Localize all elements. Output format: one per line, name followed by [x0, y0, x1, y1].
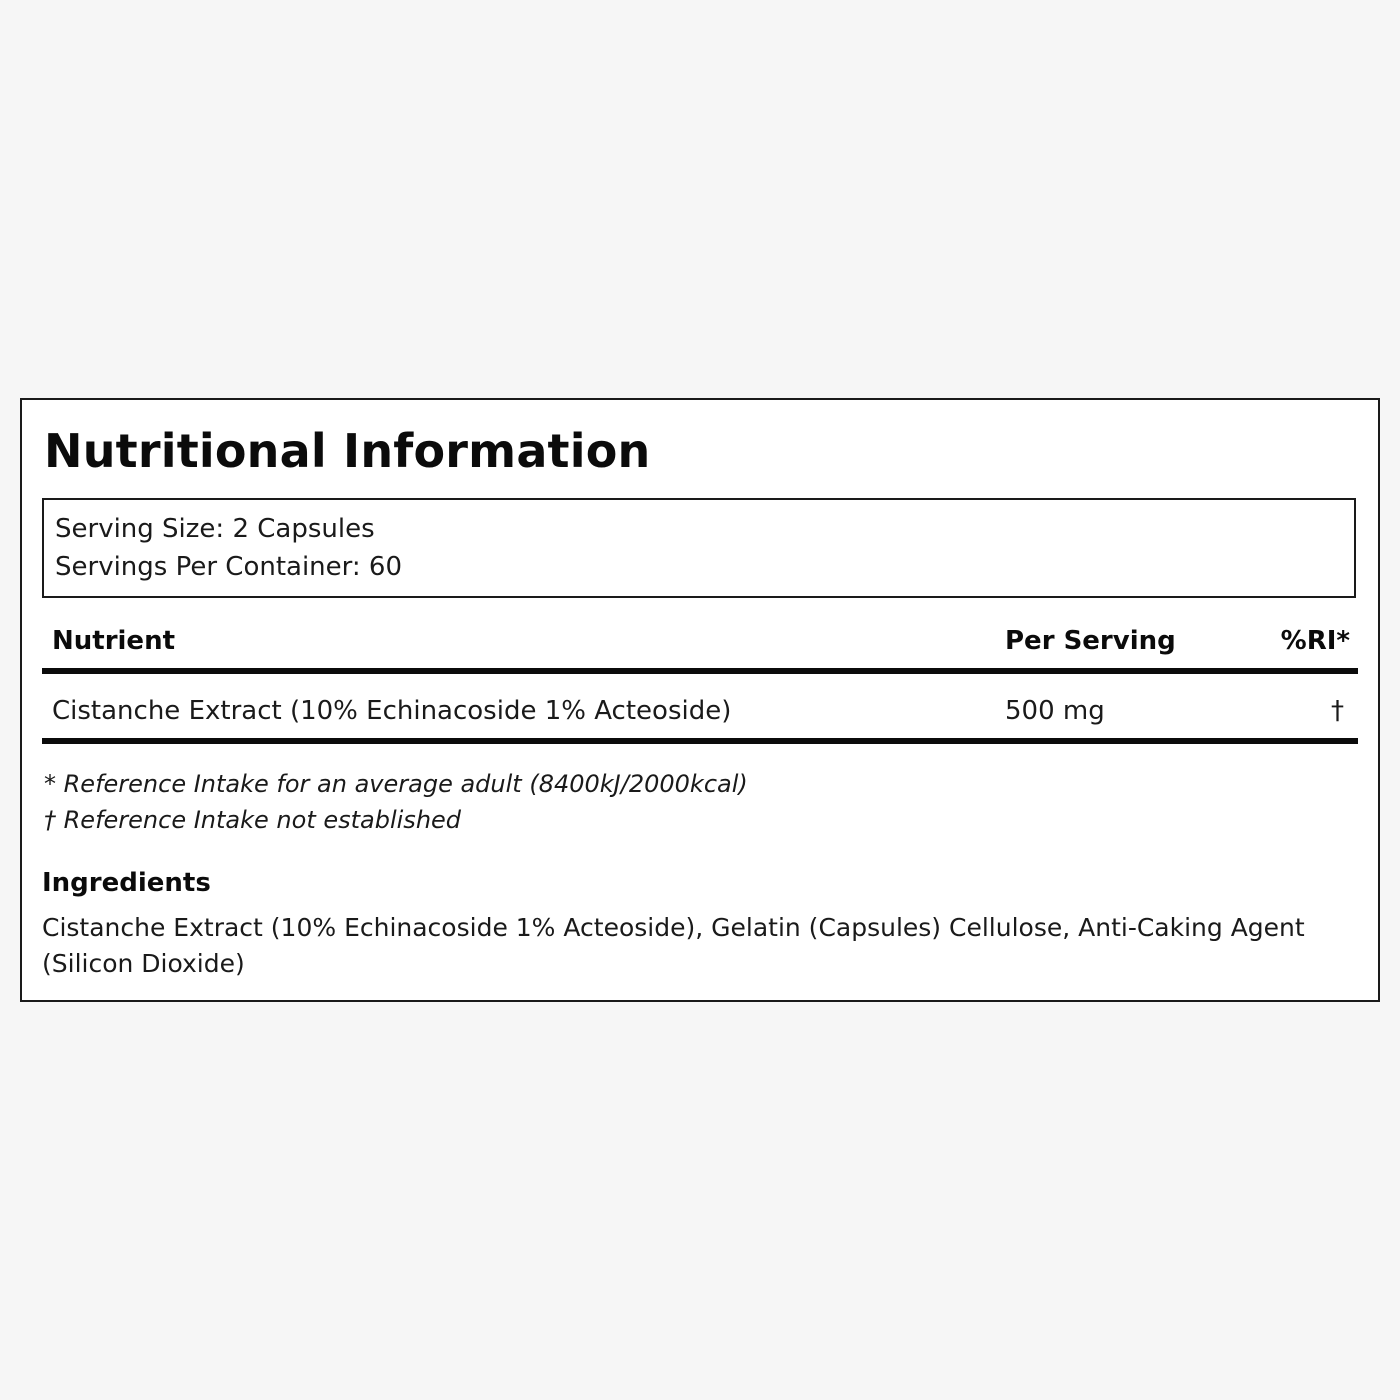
ingredients-text: Cistanche Extract (10% Echinacoside 1% Acteoside), Gelatin (Capsules) Cellulose, Anti-Caking Agent (Silicon Dioxide)	[42, 913, 1305, 978]
footnote-ri: * Reference Intake for an average adult (8400kJ/2000kcal)	[44, 770, 748, 798]
serving-size: Serving Size: 2 Capsules	[55, 514, 375, 544]
table-bottom-divider	[42, 738, 1358, 744]
header-divider	[42, 668, 1358, 674]
header-nutrient: Nutrient	[52, 626, 176, 656]
nutrient-name: Cistanche Extract (10% Echinacoside 1% Acteoside)	[52, 696, 732, 726]
header-per-serving: Per Serving	[1005, 626, 1176, 656]
servings-per-container: Servings Per Container: 60	[55, 552, 403, 582]
nutrient-amount: 500 mg	[1005, 696, 1105, 726]
header-ri: %RI*	[1280, 626, 1350, 656]
nutrition-panel	[20, 398, 1380, 1002]
panel-title: Nutritional Information	[44, 424, 651, 478]
serving-info-box	[42, 498, 1356, 598]
footnote-not-established: † Reference Intake not established	[44, 806, 462, 834]
nutrient-ri: †	[1331, 696, 1344, 726]
ingredients-heading: Ingredients	[42, 868, 211, 898]
